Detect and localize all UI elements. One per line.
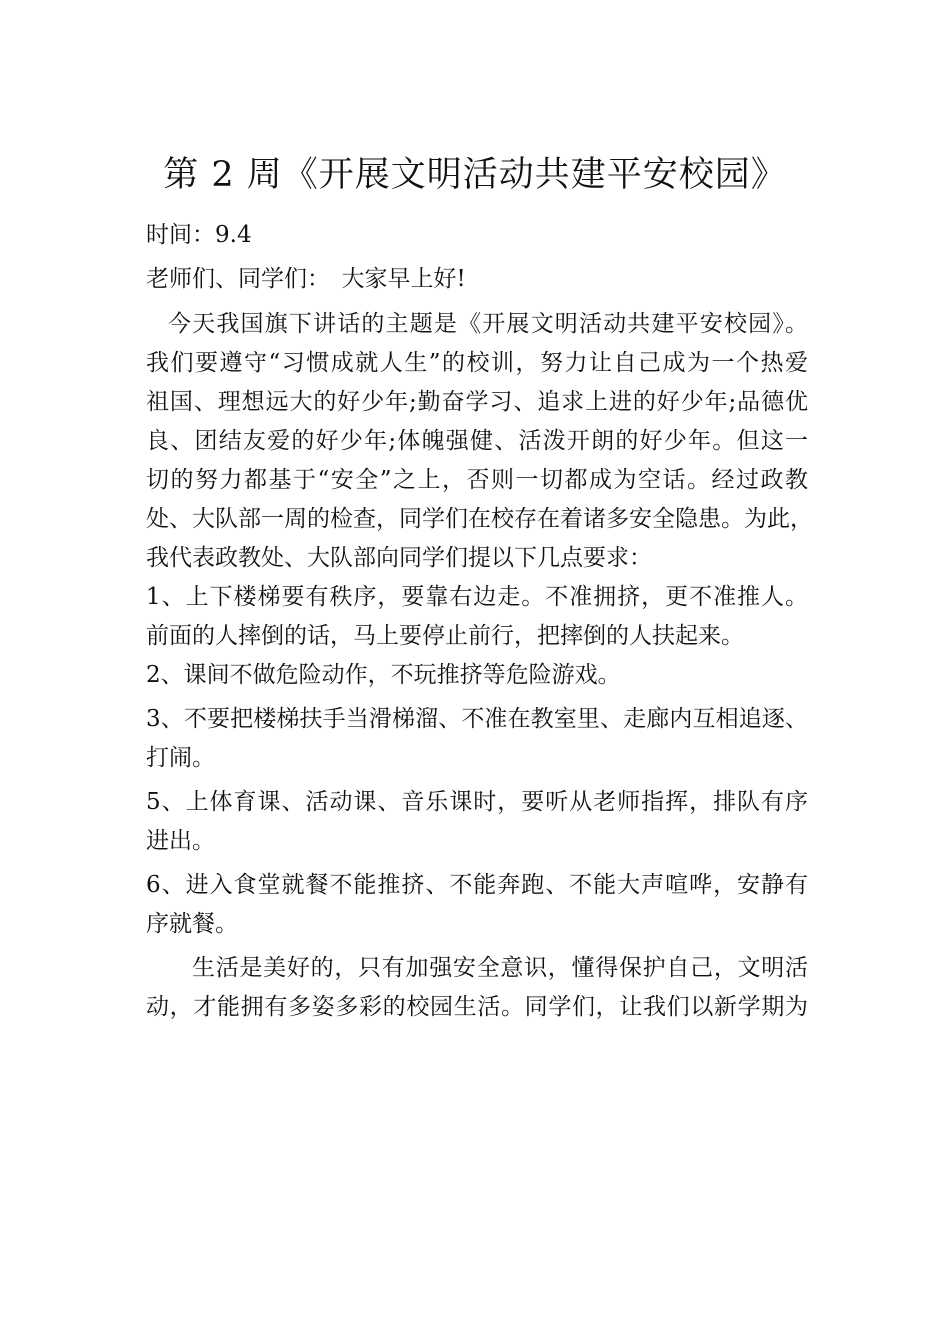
intro-line: 今天我国旗下讲话的主题是《开展文明活动共建平安校园》。 [168,311,808,337]
requirement-item-6 [146,866,808,944]
requirement-line: 6、进入食堂就餐不能推挤、不能奔跑、不能大声喧哗，安静有 [146,872,808,898]
intro-line: 切的努力都基于“安全”之上，否则一切都成为空话。经过政教 [146,467,808,493]
requirement-line: 2、课间不做危险动作，不玩推挤等危险游戏。 [146,662,621,688]
intro-line: 我代表政教处、大队部向同学们提以下几点要求： [146,545,652,571]
requirement-line: 前面的人摔倒的话，马上要停止前行，把摔倒的人扶起来。 [146,623,744,649]
requirement-item-3 [146,700,808,778]
intro-line: 祖国、理想远大的好少年;勤奋学习、追求上进的好少年;品德优 [146,389,808,415]
requirement-line: 序就餐。 [146,911,238,937]
closing-paragraph [146,949,808,1027]
requirement-line: 3、不要把楼梯扶手当滑梯溜、不准在教室里、走廊内互相追逐、 [146,706,808,732]
requirement-item-5 [146,783,808,861]
intro-paragraph [146,305,813,578]
intro-line: 处、大队部一周的检查，同学们在校存在着诸多安全隐患。为此， [146,506,813,532]
closing-line: 动，才能拥有多姿多彩的校园生活。同学们，让我们以新学期为 [146,994,808,1020]
intro-line: 我们要遵守“习惯成就人生”的校训，努力让自己成为一个热爱 [146,350,808,376]
requirement-item-1 [146,578,808,656]
requirement-item-2 [146,656,808,695]
document-title: 第 2 周《开展文明活动共建平安校园》 [163,155,787,195]
document-body [146,216,813,1027]
requirement-line: 1、上下楼梯要有秩序，要靠右边走。不准拥挤，更不准推人。 [146,584,808,610]
intro-line: 良、团结友爱的好少年;体魄强健、活泼开朗的好少年。但这一 [146,428,808,454]
requirement-line: 进出。 [146,828,215,854]
requirement-line: 打闹。 [146,745,215,771]
date-line: 时间：9.4 [146,222,252,248]
greeting-line: 老师们、同学们： 大家早上好! [146,266,466,292]
closing-line: 生活是美好的，只有加强安全意识，懂得保护自己，文明活 [192,955,808,981]
requirement-line: 5、上体育课、活动课、音乐课时，要听从老师指挥，排队有序 [146,789,808,815]
